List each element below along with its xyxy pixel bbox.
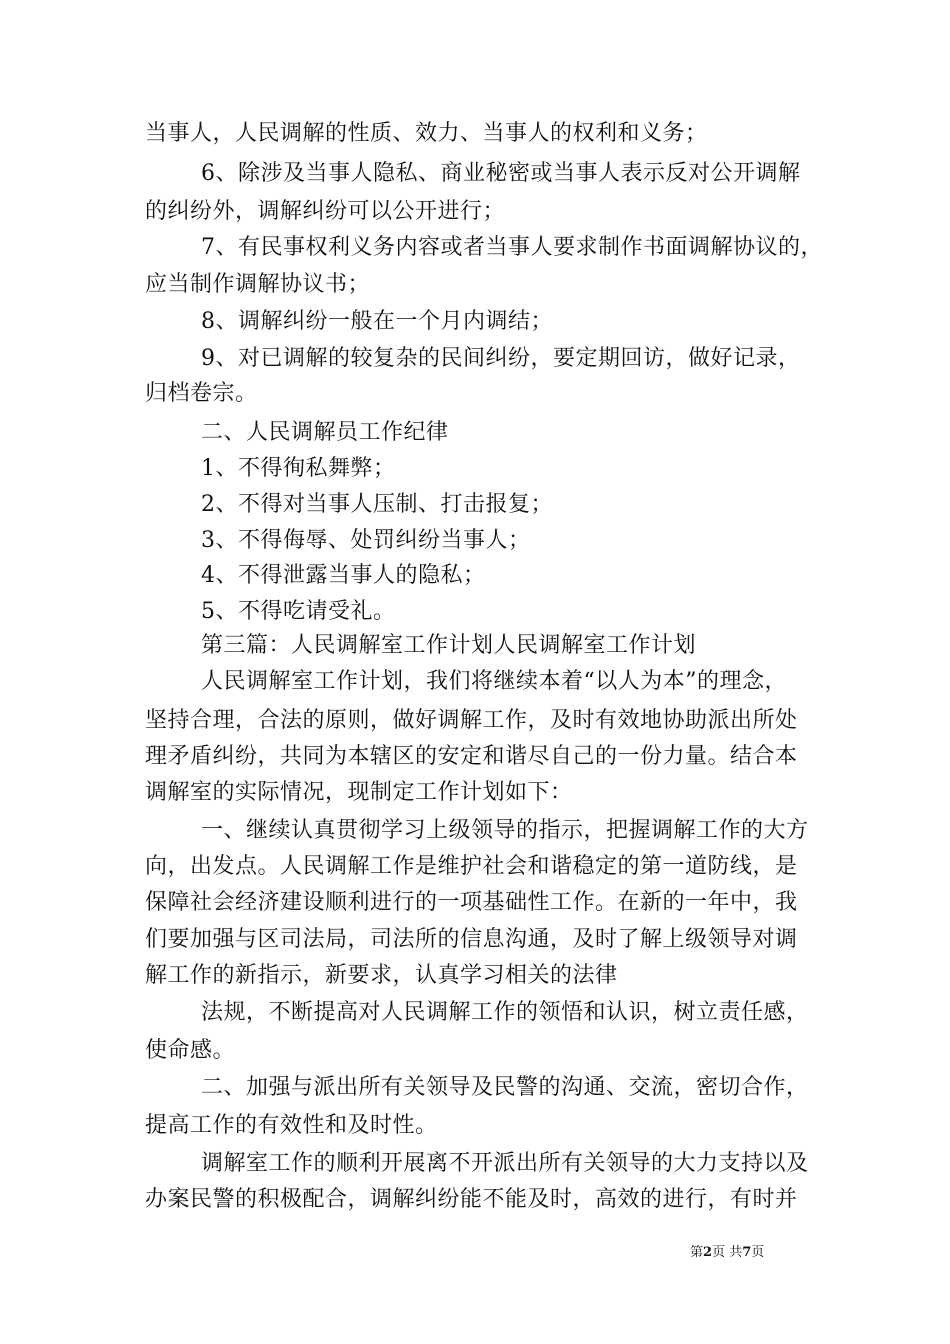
list-item: 5、不得吃请受礼。 [201, 599, 396, 624]
text-line: 6、除涉及当事人隐私、商业秘密或当事人表示反对公开调解 [201, 161, 801, 186]
text-line: 调解室的实际情况，现制定工作计划如下： [145, 780, 573, 805]
text-line: 8、调解纠纷一般在一个月内调结； [201, 309, 553, 334]
text-line: 们要加强与区司法局，司法所的信息沟通，及时了解上级领导对调 [145, 927, 798, 952]
page-footer [690, 1244, 764, 1262]
text-line: 的纠纷外，调解纠纷可以公开进行； [145, 199, 506, 224]
text-line: 保障社会经济建设顺利进行的一项基础性工作。在新的一年中，我 [145, 890, 798, 915]
text-line: 7、有民事权利义务内容或者当事人要求制作书面调解协议的， [201, 235, 823, 260]
text-line: 理矛盾纠纷，共同为本辖区的安定和谐尽自己的一份力量。结合本 [145, 744, 798, 769]
footer-prefix: 第 [690, 1245, 704, 1260]
text-line: 解工作的新指示，新要求，认真学习相关的法律 [145, 963, 618, 988]
text-line: 坚持合理，合法的原则，做好调解工作，及时有效地协助派出所处 [145, 708, 798, 733]
text-line: 二、加强与派出所有关领导及民警的沟通、交流，密切合作， [201, 1075, 809, 1100]
text-line: 一、继续认真贯彻学习上级领导的指示，把握调解工作的大方 [201, 818, 809, 843]
text-line: 应当制作调解协议书； [145, 272, 371, 297]
text-line: 办案民警的积极配合，调解纠纷能不能及时，高效的进行，有时并 [145, 1187, 798, 1212]
text-line: 9、对已调解的较复杂的民间纠纷，要定期回访，做好记录， [201, 346, 801, 371]
text-line: 调解室工作的顺利开展离不开派出所有关领导的大力支持以及 [201, 1151, 809, 1176]
list-item: 3、不得侮辱、处罚纠纷当事人； [201, 528, 531, 553]
text-line: 归档卷宗。 [145, 381, 258, 406]
footer-page-number: 2 [703, 1245, 713, 1260]
footer-middle: 页 共 [712, 1245, 743, 1260]
footer-suffix: 页 [751, 1245, 765, 1260]
list-item: 2、不得对当事人压制、打击报复； [201, 492, 553, 517]
text-line: 向，出发点。人民调解工作是维护社会和谐稳定的第一道防线，是 [145, 854, 798, 879]
text-line: 当事人，人民调解的性质、效力、当事人的权利和义务； [145, 121, 708, 146]
text-line: 法规，不断提高对人民调解工作的领悟和认识，树立责任感， [201, 1000, 809, 1025]
text-line: 提高工作的有效性和及时性。 [145, 1113, 438, 1138]
list-item: 1、不得徇私舞弊； [201, 456, 396, 481]
section-heading: 二、人民调解员工作纪律 [201, 420, 449, 445]
text-line: 人民调解室工作计划，我们将继续本着“以人为本”的理念， [201, 669, 787, 694]
chapter-title: 第三篇：人民调解室工作计划人民调解室工作计划 [201, 633, 697, 658]
footer-total-pages: 7 [742, 1245, 752, 1260]
text-line: 使命感。 [145, 1038, 236, 1063]
list-item: 4、不得泄露当事人的隐私； [201, 563, 486, 588]
